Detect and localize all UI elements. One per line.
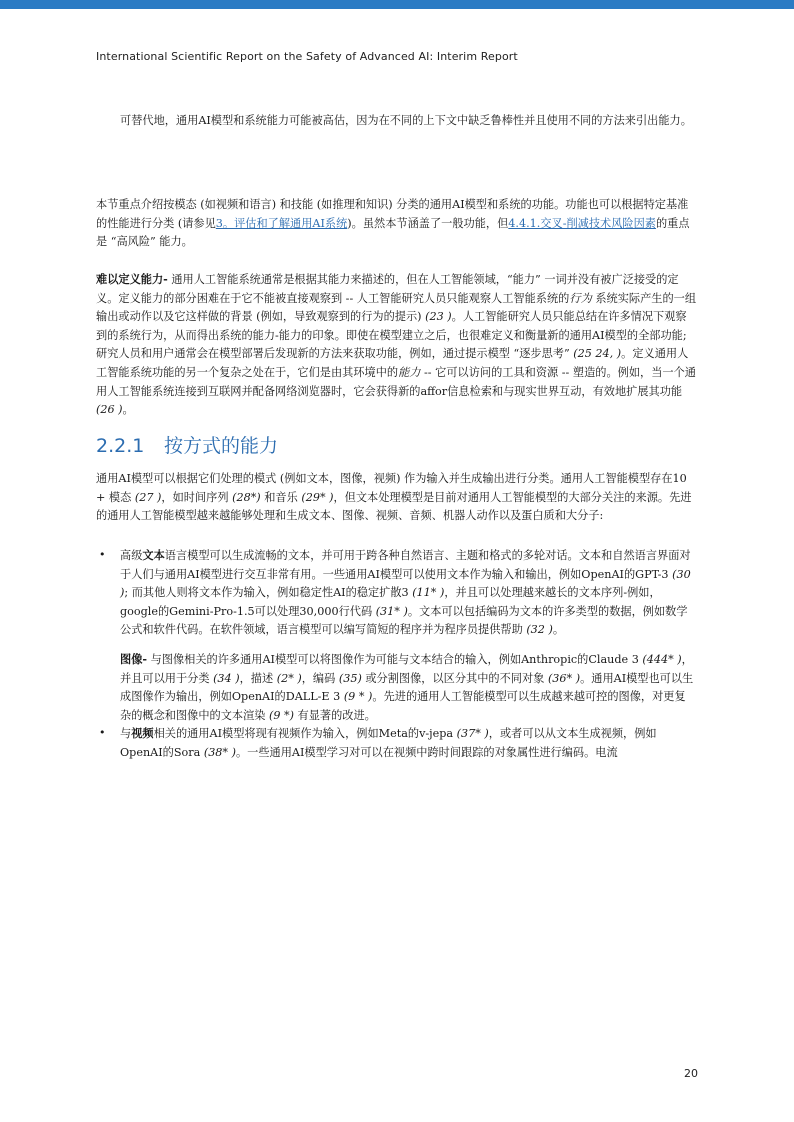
citation: (2* ) <box>276 671 302 685</box>
text: ，并且可以用于分类 <box>120 653 693 685</box>
text: -- 它可以访问的工具和资源 -- 塑造的。例如，当一个通用人工智能系统连接到互联网并配备网络浏览器时，它会获得新的affor信息检索和与现实世界互动，有效地扩展其功能 <box>96 365 696 398</box>
text: 与图像相关的许多通用AI模型可以将图像作为可能与文本结合的输入，例如Anthropic的Claude 3 <box>147 653 643 666</box>
section-title: 按方式的能力 <box>164 435 279 457</box>
citation: (26 ) <box>96 403 123 417</box>
citation: (36* ) <box>547 671 581 685</box>
text: 和音乐 <box>260 490 302 504</box>
citation: (25 24, ) <box>573 347 622 361</box>
text: 。先进的通用人工智能模型可以生成越来越可控的图像，对更复杂的概念和图像中的文本渲染 <box>120 690 686 722</box>
text: ，并且可以处理越来越长的文本序列-例如，google的Gemini-Pro-1.5可以处理30,000行代码 <box>120 586 661 618</box>
text: 。一些通用AI模型学习对可以在视频中跨时间跟踪的对象属性进行编码。电流 <box>235 745 618 759</box>
text: 与 <box>120 727 132 740</box>
citation: (9 *) <box>269 708 294 722</box>
text: 。人工智能研究人员只能总结在许多情况下观察到的系统行为，从而得出系统的能力-能力的印象。即使在模型建立之后，也很难定义和衡量新的通用AI模型的全部功能; 研究人员和用户通常会在模型部署后发现新的方法来获取功能，例如，通过提示模型 “逐步思考” <box>96 310 687 361</box>
running-header: International Scientific Report on the Safety of Advanced AI: Interim Report <box>96 50 518 63</box>
citation: (34 ) <box>213 671 240 685</box>
link-evaluation-section[interactable]: 3。评估和了解通用AI系统 <box>215 216 348 230</box>
citation: (38* ) <box>203 745 236 759</box>
citation: (444* ) <box>642 653 682 666</box>
citation: (23 ) <box>425 310 452 324</box>
citation: (30 ) <box>120 567 691 600</box>
intro-text-2: )。虽然本节涵盖了一般功能，但 <box>347 216 509 230</box>
citation: (11* ) <box>412 586 445 600</box>
citation: (35) <box>338 671 362 685</box>
text: 。文本可以包括编码为文本的许多类型的数据，例如数学公式和软件代码。在软件领域，语言模型可以编写简短的程序并为程序员提供帮助 <box>120 604 688 637</box>
text: 或分割图像，以区分其中的不同对象 <box>361 671 548 685</box>
citation: (29* ) <box>301 490 334 504</box>
text: ，编码 <box>301 671 339 685</box>
modalities-paragraph <box>96 470 696 526</box>
text: 。 <box>552 623 565 637</box>
intro-text-3: 的重点是 “高风险” 能力。 <box>96 216 690 249</box>
text: 系统实际产生的一组输出或动作以及它这样做的背景 (例如，导致观察到的行为的提示) <box>96 291 697 324</box>
citation: (28*) <box>232 490 261 504</box>
text: ，如时间序列 <box>161 490 233 504</box>
emphasis: 行为 <box>569 291 592 305</box>
bold-term-text: 文本 <box>142 548 165 562</box>
image-models-paragraph <box>120 650 695 725</box>
top-accent-bar <box>0 0 794 9</box>
text: 有显著的改进。 <box>294 708 376 722</box>
citation: (32 ) <box>526 623 553 637</box>
text: 相关的通用AI模型将现有视频作为输入，例如Meta的v-jepa <box>153 727 457 740</box>
text: 高级 <box>120 549 143 562</box>
intro-paragraph <box>96 196 696 252</box>
bullet-video-models <box>120 724 695 762</box>
capability-definition-paragraph <box>96 270 696 420</box>
link-cross-cutting-risk-section[interactable]: 4.4.1.交叉-削减技术风险因素 <box>508 216 656 230</box>
page-number: 20 <box>684 1067 698 1080</box>
bullet-marker: • <box>99 726 106 739</box>
bullet-text-models <box>120 546 695 640</box>
text: ，描述 <box>239 671 277 685</box>
citation: (37* ) <box>456 727 489 740</box>
text: 。 <box>122 403 134 417</box>
emphasis: 能力 <box>398 365 421 379</box>
text: 语言模型可以生成流畅的文本，并可用于跨各种自然语言、主题和格式的多轮对话。文本和自然语言界面对于人们与通用AI模型进行交互非常有用。一些通用AI模型可以使用文本作为输入和输出，例如OpenAI的GPT-3 <box>120 549 691 581</box>
capability-definition-lead: 难以定义能力- <box>96 272 168 286</box>
section-heading <box>96 431 278 458</box>
citation: (27 ) <box>134 490 162 504</box>
bullet-marker: • <box>99 548 106 561</box>
text: 。定义通用人工智能系统功能的另一个复杂之处在于，它们是由其环境中的 <box>96 347 689 379</box>
bold-term-video: 视频 <box>131 726 154 740</box>
text: ，但文本处理模型是目前对通用人工智能模型的大部分关注的来源。先进的通用人工智能模型越来越能够处理和生成文本、图像、视频、音频、机器人动作以及蛋白质和大分子: <box>96 490 692 523</box>
quote-paragraph: 可替代地，通用AI模型和系统能力可能被高估，因为在不同的上下文中缺乏鲁棒性并且使用不同的方法来引出能力。 <box>120 114 692 127</box>
text: ，或者可以从文本生成视频，例如OpenAI的Sora <box>120 727 657 759</box>
citation: (31* ) <box>375 604 408 618</box>
section-number: 2.2.1 <box>96 435 145 457</box>
intro-text-1: 本节重点介绍按模态 (如视频和语言) 和技能 (如推理和知识) 分类的通用AI模型和系统的功能。功能也可以根据特定基准的性能进行分类 (请参见 <box>96 198 689 230</box>
text: 通用人工智能系统通常是根据其能力来描述的，但在人工智能领域，“能力” 一词并没有被广泛接受的定义。定义能力的部分困难在于它不能被直接观察到 -- 人工智能研究人员只能观察人工智能系统的 <box>96 273 679 305</box>
citation: (9 * ) <box>343 690 373 704</box>
text: 通用AI模型可以根据它们处理的模式 (例如文本，图像，视频) 作为输入并生成输出进行分类。通用人工智能模型存在10 + 模态 <box>96 472 687 504</box>
text: 。通用AI模型也可以生成图像作为输出，例如OpenAI的DALL-E 3 <box>120 671 694 704</box>
bold-term-image: 图像- <box>120 652 148 666</box>
text: ; 而其他人则将文本作为输入，例如稳定性AI的稳定扩散3 <box>124 586 413 600</box>
